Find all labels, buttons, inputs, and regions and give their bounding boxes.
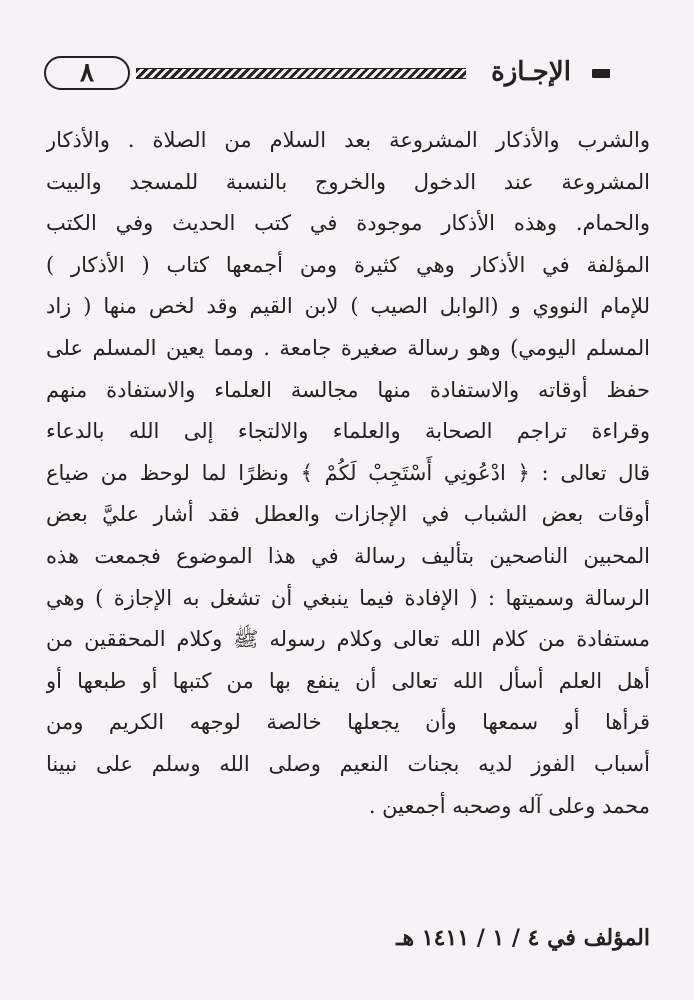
author-signature-date: المؤلف في ٤ / ١ / ١٤١١ هـ (396, 925, 650, 951)
header-rule (136, 68, 466, 79)
text-line: أهل العلم أسأل الله تعالى أن ينفع بها من كتبها أو طبعها أو (46, 668, 650, 693)
text-line: قرأها أو سمعها وأن يجعلها خالصة لوجهه الكريم ومن (46, 710, 650, 735)
text-line: حفظ أوقاته والاستفادة منها مجالسة العلماء والاستفادة منهم (46, 377, 650, 402)
text-line: مستفادة من كلام الله تعالى وكلام رسوله ﷺ وكلام المحققين من (46, 627, 650, 652)
text-line: الرسالة وسميتها : ( الإفادة فيما ينبغي أن تشغل به الإجازة ) وهي (46, 585, 650, 610)
text-line: قال تعالى : ﴿ ادْعُونِي أَسْتَجِبْ لَكُمْ ﴾ ونظرًا لما لوحظ من ضياع (46, 460, 650, 485)
text-line: للإمام النووي و (الوابل الصيب ) لابن القيم وقد لخص منها ( زاد (46, 294, 650, 319)
text-line: والحمام. وهذه الأذكار موجودة في كتب الحديث وفي الكتب (46, 211, 650, 236)
text-line: المحبين الناصحين بتأليف رسالة في هذا الموضوع فجمعت هذه (46, 543, 650, 568)
text-line: أسباب الفوز لديه بجنات النعيم وصلى الله وسلم على نبينا (46, 751, 650, 776)
text-line-last: محمد وعلى آله وصحبه أجمعين . (368, 793, 650, 818)
text-line: والشرب والأذكار المشروعة بعد السلام من الصلاة . والأذكار (46, 128, 650, 152)
header-ornament (592, 69, 610, 78)
page-number: ٨ (44, 56, 130, 90)
text-line: أوقات بعض الشباب في الإجازات والعطل فقد أشار عليَّ بعض (46, 502, 650, 527)
page-header (44, 52, 648, 92)
text-line: المؤلفة في الأذكار وهي كثيرة ومن أجمعها كتاب ( الأذكار ) (46, 252, 650, 277)
text-line: المشروعة عند الدخول والخروج بالنسبة للمسجد والبيت (46, 169, 650, 194)
text-line: المسلم اليومي) وهو رسالة صغيرة جامعة . ومما يعين المسلم على (46, 335, 650, 360)
body-text (46, 120, 650, 827)
text-line: وقراءة تراجم الصحابة والعلماء والالتجاء إلى الله بالدعاء (46, 419, 650, 444)
header-title: الإجـازة (491, 57, 571, 87)
